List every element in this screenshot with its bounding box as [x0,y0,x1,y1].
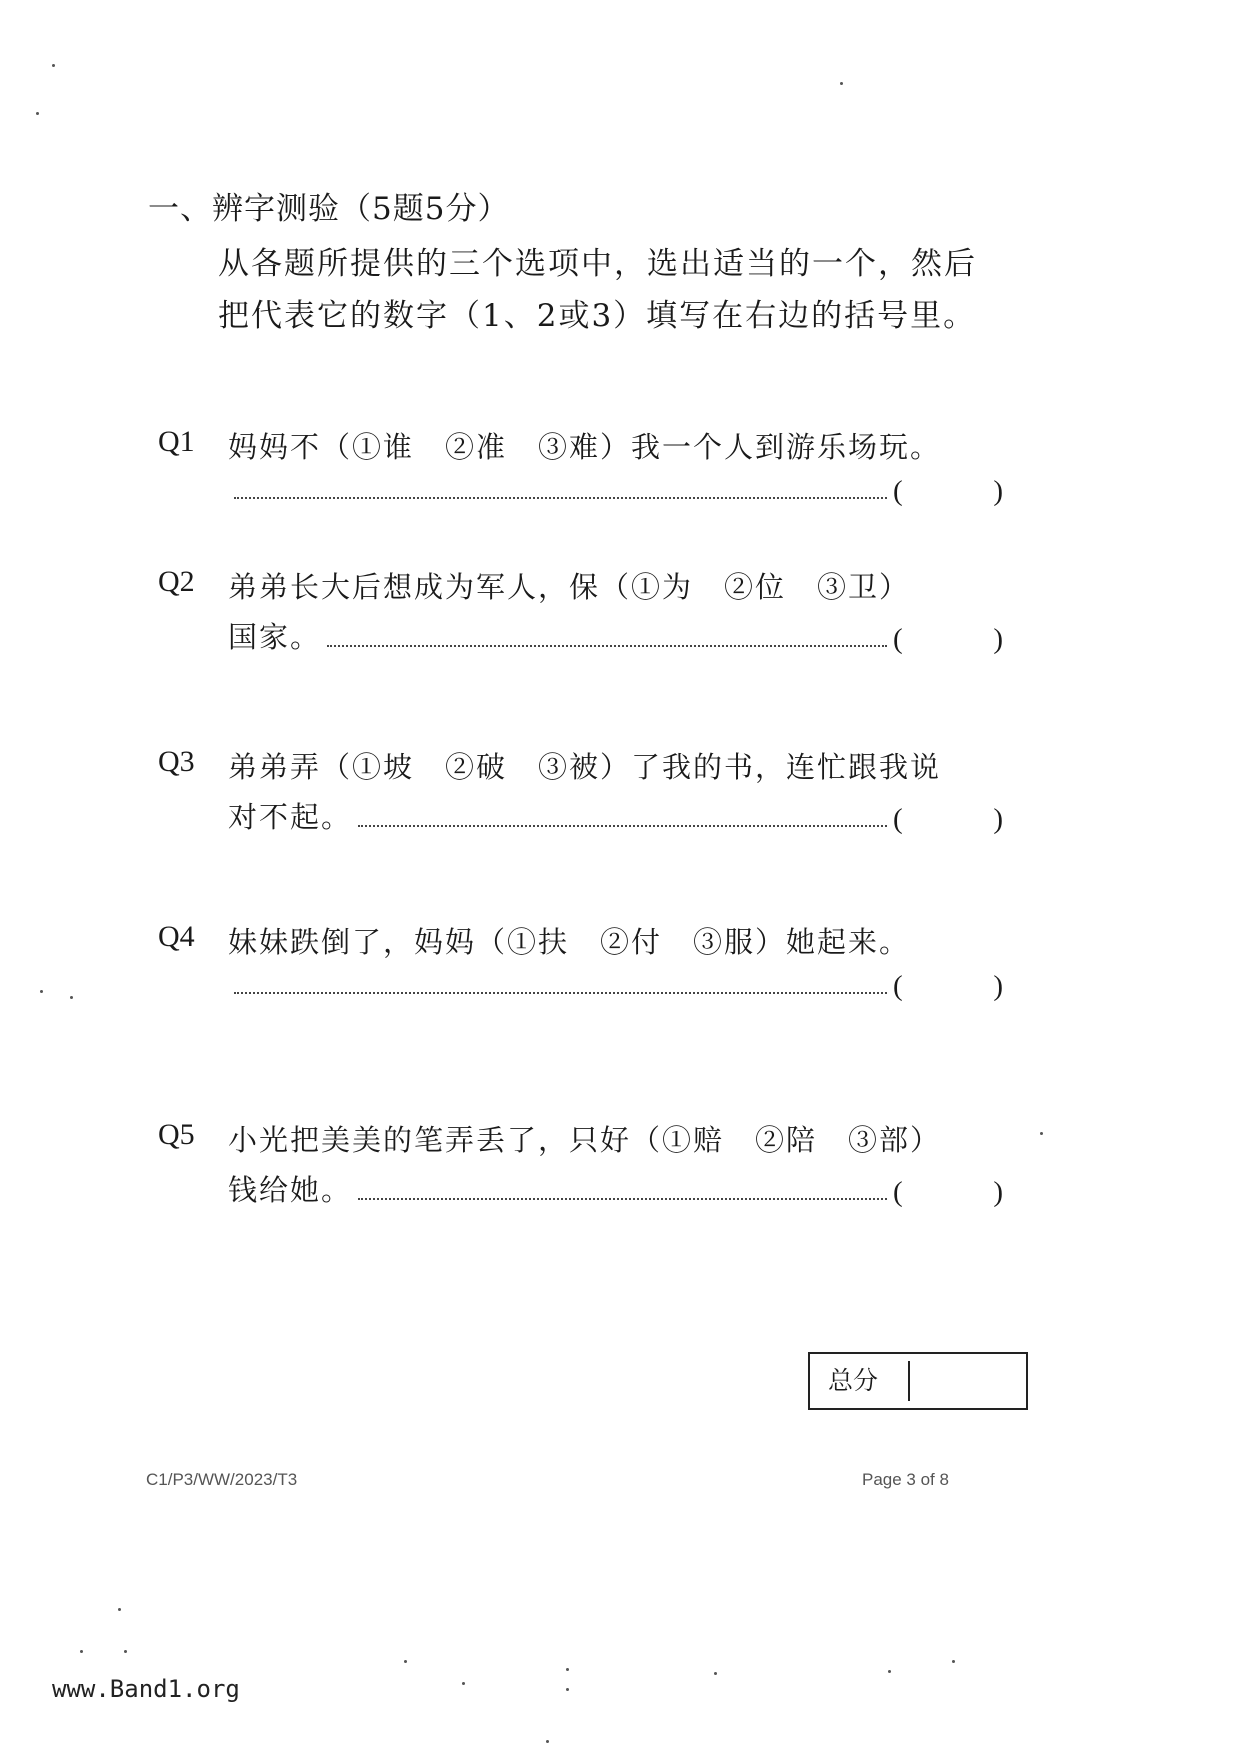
scan-speck [462,1682,465,1685]
section-instructions [218,238,1018,342]
dotted-leader [358,1198,887,1200]
scan-speck [714,1672,717,1675]
scan-speck [118,1608,121,1611]
bracket-close: ) [993,623,1003,655]
question-number: Q4 [158,920,195,953]
scan-speck [566,1668,569,1671]
scan-speck [70,996,73,999]
scan-speck [888,1670,891,1673]
question-text: 弟弟长大后想成为军人，保（①为 ②位 ③卫） [228,570,911,604]
scan-speck [40,990,43,993]
watermark-url: www.Band1.org [52,1675,240,1703]
scan-speck [840,82,843,85]
question-text: 妹妹跌倒了，妈妈（①扶 ②付 ③服）她起来。 [228,925,911,959]
dotted-leader [234,497,887,499]
bracket-open: ( [893,1176,903,1208]
answer-bracket[interactable] [893,803,1003,836]
question-text-continued: 对不起。 [228,800,353,834]
question-text: 小光把美美的笔弄丢了，只好（①赔 ②陪 ③部） [228,1123,942,1157]
question-text: 妈妈不（①谁 ②准 ③难）我一个人到游乐场玩。 [228,430,942,464]
section-title: 一、辨字测验（5题5分） [148,191,510,227]
question-number: Q1 [158,425,195,458]
scan-speck [404,1660,407,1663]
total-score-box [808,1352,1028,1410]
total-score-label: 总分 [810,1361,910,1401]
bracket-close: ) [993,1176,1003,1208]
bracket-open: ( [893,475,903,507]
answer-line [228,970,1003,1003]
question-text-continued: 国家。 [228,620,322,654]
question-number: Q2 [158,565,195,598]
answer-line [228,795,1003,836]
bracket-open: ( [893,623,903,655]
scan-speck [566,1688,569,1691]
answer-line [228,615,1003,656]
scan-speck [546,1740,549,1743]
scan-speck [36,112,39,115]
answer-line [228,475,1003,508]
instruction-line-1: 从各题所提供的三个选项中，选出适当的一个，然后 [218,246,977,282]
bracket-open: ( [893,803,903,835]
scan-speck [80,1650,83,1653]
answer-bracket[interactable] [893,623,1003,656]
page-number: Page 3 of 8 [862,1470,949,1489]
bracket-close: ) [993,970,1003,1002]
paper-code: C1/P3/WW/2023/T3 [146,1470,298,1489]
dotted-leader [327,645,887,647]
answer-bracket[interactable] [893,1176,1003,1209]
question-number: Q5 [158,1118,195,1151]
question-number: Q3 [158,745,195,778]
bracket-close: ) [993,475,1003,507]
scan-speck [1040,1132,1043,1135]
question-text-continued: 钱给她。 [228,1173,353,1207]
answer-line [228,1168,1003,1209]
dotted-leader [358,825,887,827]
bracket-close: ) [993,803,1003,835]
scan-speck [952,1660,955,1663]
dotted-leader [234,992,887,994]
scan-speck [124,1650,127,1653]
instruction-line-2: 把代表它的数字（1、2或3）填写在右边的括号里。 [218,298,977,334]
scan-speck [52,64,55,67]
answer-bracket[interactable] [893,970,1003,1003]
question-text: 弟弟弄（①坡 ②破 ③被）了我的书，连忙跟我说 [228,750,942,784]
bracket-open: ( [893,970,903,1002]
answer-bracket[interactable] [893,475,1003,508]
